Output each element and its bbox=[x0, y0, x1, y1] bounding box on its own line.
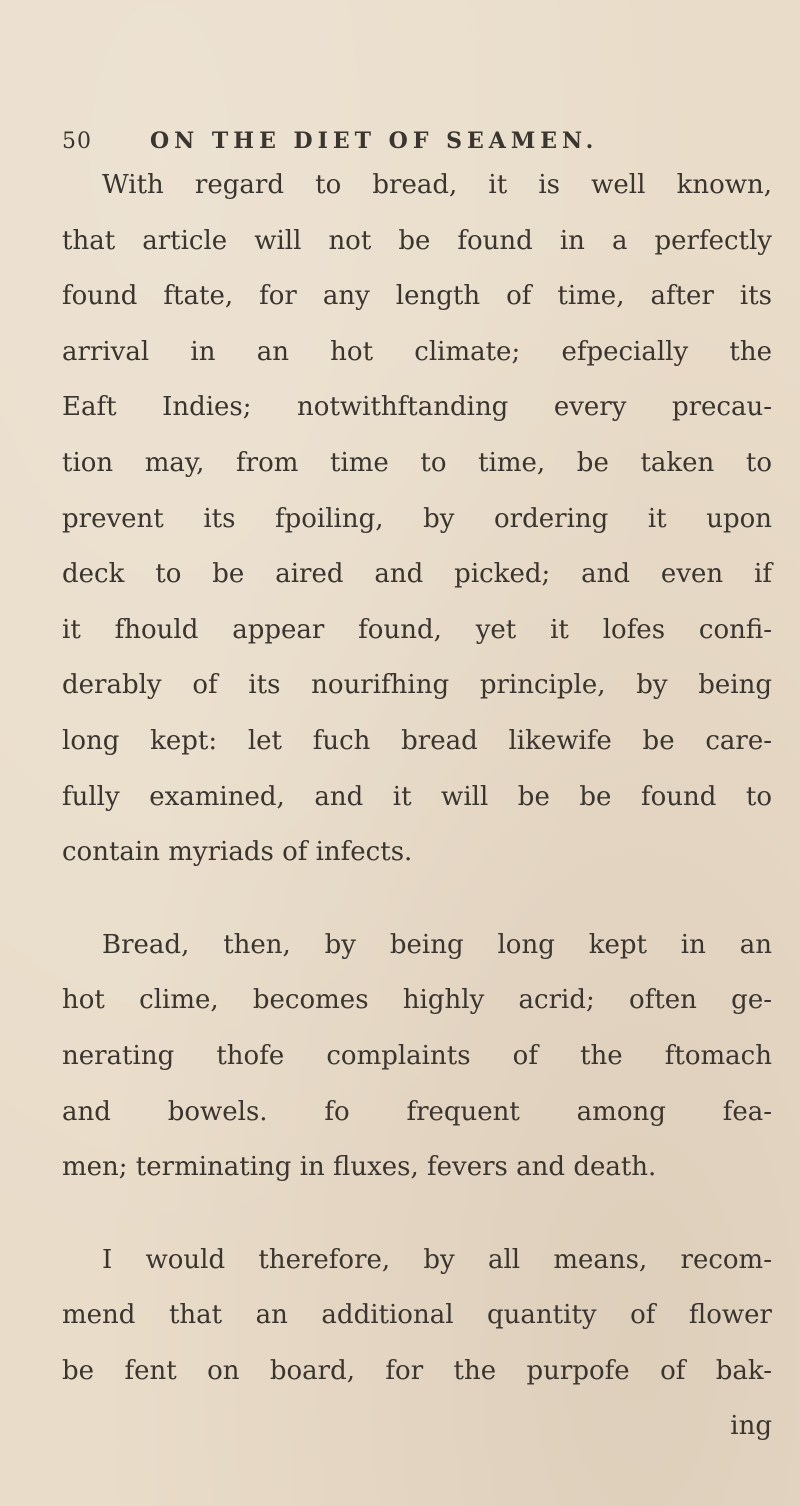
text-line: it fhould appear found, yet it lofes confi- bbox=[62, 614, 772, 645]
text-line: deck to be aired and picked; and even if bbox=[62, 559, 772, 590]
text-line: that article will not be found in a perfectly bbox=[62, 225, 772, 256]
text-line: Bread, then, by being long kept in an bbox=[102, 929, 772, 960]
text-line: hot clime, becomes highly acrid; often ge- bbox=[62, 985, 772, 1016]
text-line: men; terminating in fluxes, fevers and death. bbox=[62, 1152, 657, 1183]
page-header bbox=[62, 128, 782, 154]
text-line: be fent on board, for the purpofe of bak- bbox=[62, 1355, 772, 1386]
body-text bbox=[62, 158, 772, 1455]
text-line: arrival in an hot climate; efpecially the bbox=[62, 336, 772, 367]
text-line: derably of its nourifhing principle, by being bbox=[62, 670, 772, 701]
text-line: Eaft Indies; notwithftanding every precau- bbox=[62, 392, 772, 423]
catchword: ing bbox=[730, 1411, 772, 1442]
page-number: 50 bbox=[62, 129, 92, 154]
running-title: ON THE DIET OF SEAMEN. bbox=[150, 128, 599, 154]
paragraph-1 bbox=[62, 158, 772, 881]
text-line: contain myriads of infects. bbox=[62, 837, 413, 868]
text-line: mend that an additional quantity of flower bbox=[62, 1300, 772, 1331]
text-line: With regard to bread, it is well known, bbox=[102, 170, 772, 200]
paragraph-3 bbox=[62, 1233, 772, 1455]
text-line: long kept: let fuch bread likewife be care- bbox=[62, 725, 772, 756]
text-line: I would therefore, by all means, recom- bbox=[102, 1244, 772, 1275]
text-line: found ftate, for any length of time, after its bbox=[62, 281, 772, 312]
text-line: nerating thofe complaints of the ftomach bbox=[62, 1040, 772, 1071]
text-line: and bowels. fo frequent among fea- bbox=[62, 1096, 772, 1127]
text-line: fully examined, and it will be be found to bbox=[62, 781, 772, 812]
paragraph-2 bbox=[62, 918, 772, 1196]
text-line: tion may, from time to time, be taken to bbox=[62, 447, 772, 478]
text-line: prevent its fpoiling, by ordering it upon bbox=[62, 503, 772, 534]
